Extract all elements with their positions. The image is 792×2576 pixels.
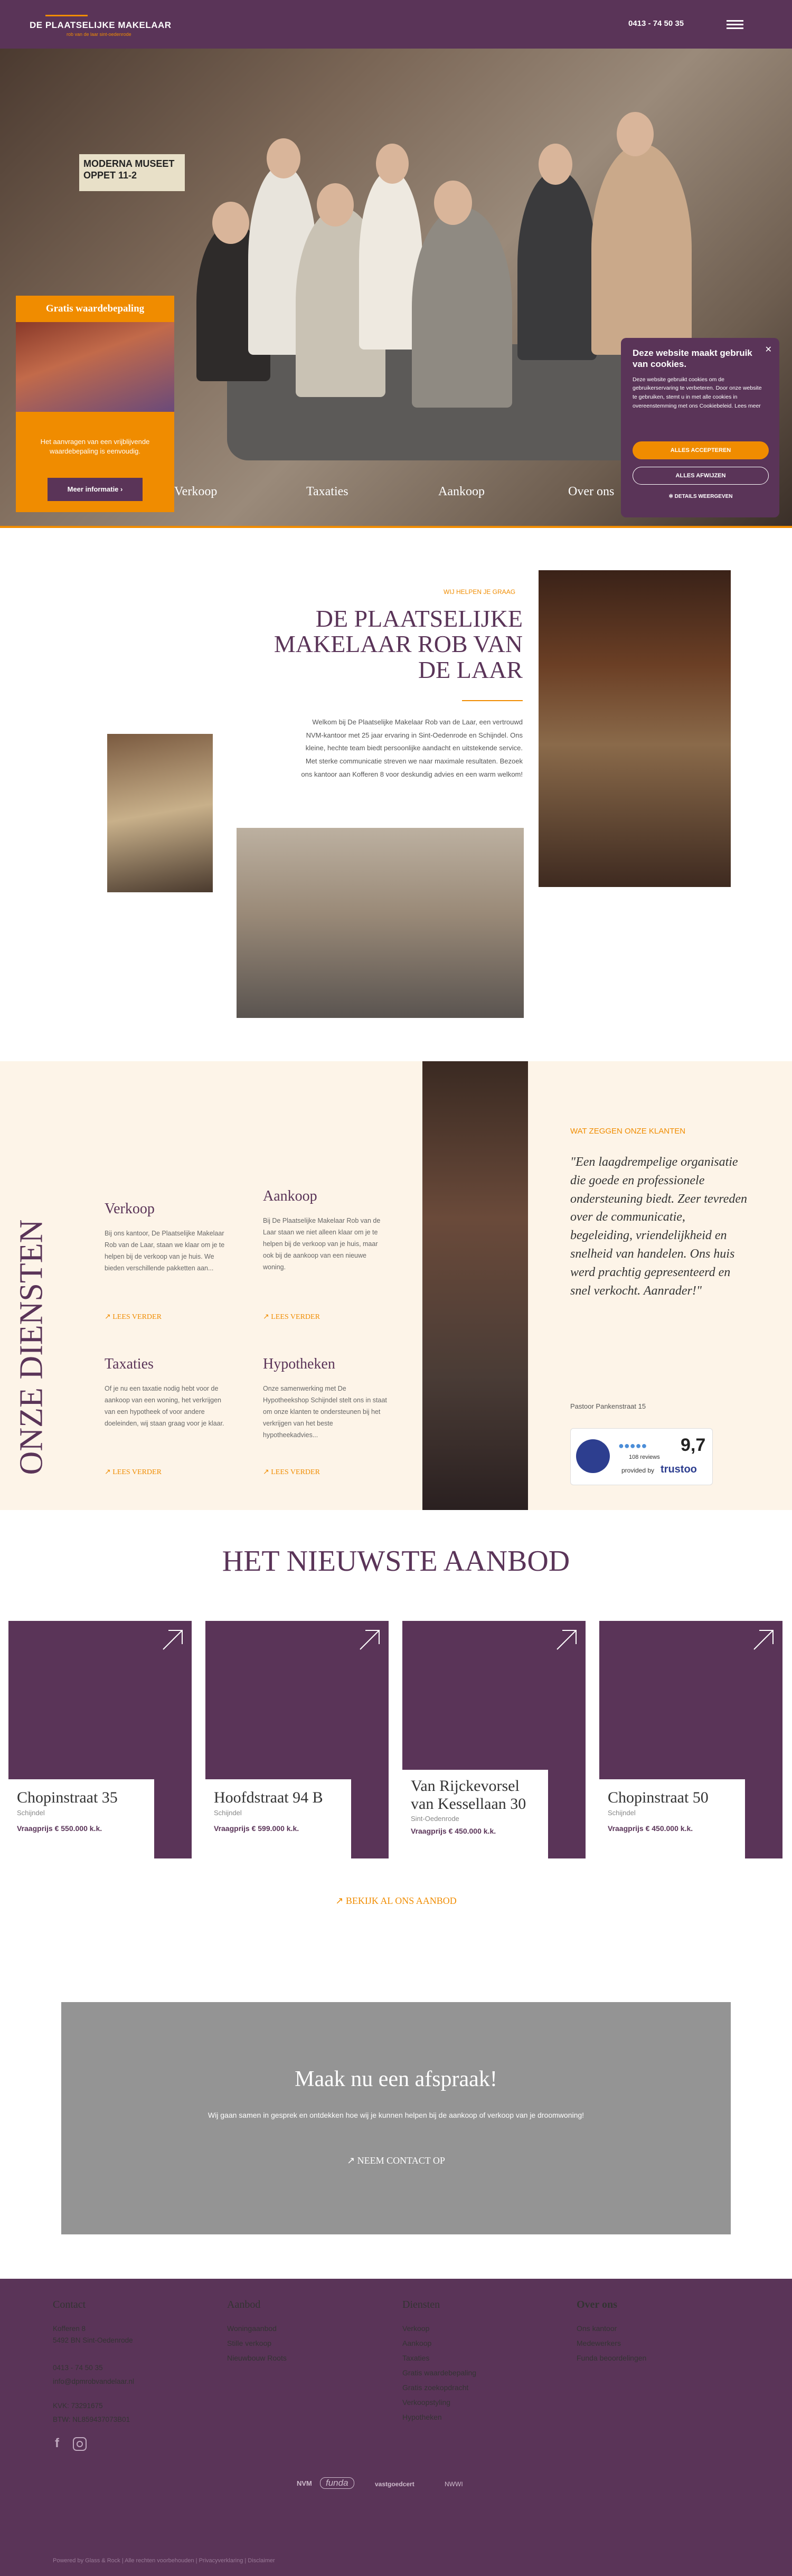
hero-nav-over-ons[interactable]: Over ons (568, 485, 615, 498)
cookie-text: Deze website gebruikt cookies om de gebruikerservaring te verbeteren. Door onze website te gebruiken, stemt u in met alle cookies in overeenstemming met ons Cookiebeleid. Lees meer (633, 376, 762, 409)
footer-link-verkoop[interactable]: Verkoop (402, 2324, 430, 2333)
accept-all-button[interactable]: ALLES ACCEPTEREN (633, 441, 769, 459)
intro-divider (462, 700, 523, 701)
service-text-aankoop: Bij De Plaatselijke Makelaar Rob van de Laar staan we niet alleen klaar om je te helpen bij de verkoop van je huis, maar ook bij de aankoop van een nieuwe woning. (263, 1217, 381, 1271)
listing-price: Vraagprijs € 550.000 k.k. (17, 1824, 102, 1833)
footer-diensten-heading: Diensten (402, 2299, 440, 2310)
footer-link-verkoopstyling[interactable]: Verkoopstyling (402, 2398, 451, 2407)
service-title-taxaties: Taxaties (105, 1356, 154, 1372)
footer-copyright: Powered by Glass & Rock | Alle rechten voorbehouden | Privacyverklaring | Disclaimer (53, 2558, 275, 2564)
tablet-photo (107, 734, 213, 892)
listing-street: Van Rijckevorsel van Kessellaan 30 (411, 1777, 526, 1813)
service-link-hypotheken[interactable] (263, 1468, 320, 1477)
service-text-verkoop: Bij ons kantoor, De Plaatselijke Makelaar Rob van de Laar, staan we klaar om je te helpen bij de verkoop van je huis. We bieden verschillende pakketten aan... (105, 1230, 225, 1272)
footer-link-nieuwbouw[interactable]: Nieuwbouw Roots (227, 2354, 287, 2362)
listing-town: Schijndel (17, 1808, 45, 1817)
hero-museum-sign: MODERNA MUSEET OPPET 11-2 (79, 154, 185, 191)
testimonial-label: WAT ZEGGEN ONZE KLANTEN (570, 1127, 686, 1136)
footer-email[interactable]: info@dpmrobvandelaar.nl (53, 2377, 135, 2385)
trustoo-reviews: 108 reviews (629, 1454, 660, 1460)
nvm-logo[interactable]: NVM (297, 2479, 312, 2487)
chevron-right-icon: › (120, 485, 123, 493)
cookie-details-button[interactable] (633, 494, 769, 499)
footer-address-line1: Kofferen 8 (53, 2325, 86, 2333)
service-link-verkoop[interactable] (105, 1313, 162, 1322)
trustoo-score: 9,7 (681, 1435, 706, 1455)
footer-phone[interactable]: 0413 - 74 50 35 (53, 2364, 103, 2372)
service-title-hypotheken: Hypotheken (263, 1356, 335, 1372)
arrow-icon: ↗ (335, 1895, 346, 1906)
listing-price: Vraagprijs € 599.000 k.k. (214, 1824, 299, 1833)
listing-price: Vraagprijs € 450.000 k.k. (608, 1824, 693, 1833)
appointment-title: Maak nu een afspraak! (295, 2067, 497, 2091)
arrow-icon: ↗ (263, 1468, 271, 1476)
listing-street: Chopinstraat 35 (17, 1789, 118, 1806)
intro-kicker: WIJ HELPEN JE GRAAG (444, 588, 516, 596)
contact-link-label: NEEM CONTACT OP (357, 2155, 445, 2166)
footer-kvk: KVK: 73291675 (53, 2402, 103, 2410)
listing-town: Schijndel (214, 1808, 242, 1817)
gear-icon: ✲ (668, 494, 673, 499)
close-icon[interactable]: ✕ (765, 345, 772, 354)
testimonial-quote: "Een laagdrempelige organisatie die goede en professionele ondersteuning biedt. Zeer tevreden over de communicatie, begeleiding, vriendelijkheid en snelheid van handelen. Ons huis werd prachtig gepresenteerd en snel verkocht. Aanrader!" (570, 1155, 748, 1298)
arrow-up-right-icon (752, 1628, 775, 1652)
hero-nav-taxaties[interactable]: Taxaties (306, 485, 348, 498)
footer-link-stille-verkoop[interactable]: Stille verkoop (227, 2339, 272, 2347)
view-all-offer-link[interactable] (0, 1895, 792, 1907)
intro-title: DE PLAATSELIJKE MAKELAAR ROB VAN DE LAAR (274, 605, 523, 683)
service-text-taxaties: Of je nu een taxatie nodig hebt voor de aankoop van een woning, het verkrijgen van een hypotheek of voor andere doeleinden, wij staan graag voor je klaar. (105, 1385, 224, 1427)
arrow-up-right-icon (358, 1628, 381, 1652)
service-text-hypotheken: Onze samenwerking met De Hypotheekshop Schijndel stelt ons in staat om onze klanten te ondersteunen bij het verkrijgen van het beste hypotheekadvies... (263, 1385, 387, 1439)
agent-photo (422, 1061, 528, 1510)
instagram-icon[interactable] (73, 2437, 87, 2451)
footer-link-waardebepaling[interactable]: Gratis waardebepaling (402, 2369, 477, 2377)
hamburger-icon[interactable] (727, 20, 743, 30)
listing-card[interactable] (205, 1621, 389, 1858)
hero-nav-verkoop[interactable]: Verkoop (174, 485, 218, 498)
refuse-all-button[interactable]: ALLES AFWIJZEN (633, 467, 769, 485)
arrow-icon: ↗ (347, 2155, 357, 2166)
gratis-card-image (16, 322, 174, 412)
logo[interactable] (30, 16, 172, 37)
listing-card[interactable] (599, 1621, 782, 1858)
hero-divider (0, 526, 792, 528)
footer-link-woningaanbod[interactable]: Woningaanbod (227, 2324, 277, 2333)
arrow-icon: ↗ (263, 1313, 271, 1321)
listing-card[interactable] (402, 1621, 586, 1858)
funda-logo[interactable]: funda (320, 2477, 354, 2489)
cookie-details-label: DETAILS WEERGEVEN (674, 494, 733, 499)
trustoo-provided-by: provided by (621, 1467, 655, 1474)
logo-name: DE PLAATSELIJKE MAKELAAR (30, 20, 172, 30)
footer-link-medewerkers[interactable]: Medewerkers (577, 2339, 621, 2347)
nwwi-logo[interactable]: NWWI (445, 2480, 463, 2488)
services-heading-text: ONZE DIENSTEN (13, 1219, 50, 1475)
listing-street: Chopinstraat 50 (608, 1789, 709, 1806)
corridor-photo (539, 570, 731, 887)
footer-link-kantoor[interactable]: Ons kantoor (577, 2324, 617, 2333)
service-link-label: LEES VERDER (271, 1313, 320, 1321)
logo-subtitle: rob van de laar sint-oedenrode (67, 32, 131, 37)
appointment-text: Wij gaan samen in gesprek en ontdekken hoe wij je kunnen helpen bij de aankoop of verkoop van je droomwoning! (208, 2111, 584, 2119)
arrow-up-right-icon (161, 1628, 184, 1652)
footer-over-ons-heading: Over ons (577, 2299, 617, 2310)
service-link-label: LEES VERDER (112, 1468, 162, 1476)
footer-link-hypotheken[interactable]: Hypotheken (402, 2413, 442, 2421)
service-title-verkoop: Verkoop (105, 1201, 155, 1217)
gratis-waardebepaling-card (16, 296, 174, 512)
service-title-aankoop: Aankoop (263, 1188, 317, 1204)
contact-link[interactable] (61, 2155, 731, 2166)
testimonial-author: Pastoor Pankenstraat 15 (570, 1402, 646, 1410)
arrow-icon: ↗ (105, 1468, 113, 1476)
trustoo-badge-icon (576, 1439, 610, 1473)
service-link-taxaties[interactable] (105, 1468, 162, 1477)
hero-nav-aankoop[interactable]: Aankoop (438, 485, 485, 498)
listing-price: Vraagprijs € 450.000 k.k. (411, 1827, 496, 1836)
service-link-aankoop[interactable] (263, 1313, 320, 1322)
gratis-card-title: Gratis waardebepaling (45, 303, 145, 314)
service-link-label: LEES VERDER (271, 1468, 320, 1476)
rating-stars-icon: ●●●●● (618, 1440, 647, 1451)
facebook-icon[interactable]: f (55, 2436, 59, 2450)
meer-informatie-button[interactable] (48, 478, 143, 501)
services-section (0, 1061, 422, 1510)
header-phone[interactable]: 0413 - 74 50 35 (628, 19, 684, 28)
listing-town: Sint-Oedenrode (411, 1815, 459, 1823)
team-photo (237, 828, 524, 1018)
listing-street: Hoofdstraat 94 B (214, 1789, 323, 1806)
vastgoedcert-logo[interactable]: vastgoedcert (375, 2480, 414, 2488)
services-heading (13, 1207, 50, 1482)
service-link-label: LEES VERDER (112, 1313, 162, 1321)
footer-link-zoekopdracht[interactable]: Gratis zoekopdracht (402, 2383, 469, 2392)
footer-contact-heading: Contact (53, 2299, 86, 2310)
trustoo-brand: trustoo (661, 1464, 697, 1475)
footer-aanbod-heading: Aanbod (227, 2299, 261, 2310)
footer-link-funda[interactable]: Funda beoordelingen (577, 2354, 647, 2362)
footer-link-aankoop[interactable]: Aankoop (402, 2339, 432, 2347)
offer-title: HET NIEUWSTE AANBOD (222, 1545, 570, 1578)
footer-address-line2: 5492 BN Sint-Oedenrode (53, 2336, 133, 2344)
listing-town: Schijndel (608, 1808, 636, 1817)
gratis-card-text: Het aanvragen van een vrijblijvende waardebepaling is eenvoudig. (40, 438, 150, 456)
partner-logos (297, 2476, 487, 2497)
trustoo-widget[interactable] (570, 1428, 713, 1485)
footer-address (53, 2323, 133, 2346)
cookie-title: Deze website maakt gebruik van cookies. (633, 348, 752, 370)
intro-text: Welkom bij De Plaatselijke Makelaar Rob van de Laar, een vertrouwd NVM-kantoor met 25 jaar ervaring in Sint-Oedenrode en Schijndel. Ons kleine, hechte team biedt persoonlijke aandacht en uitstekende service. Met sterke communicatie streven we naar maximale resultaten. Bezoek ons kantoor aan Kofferen 8 voor deskundig advies en een warm welkom! (301, 718, 523, 778)
meer-informatie-label: Meer informatie (67, 485, 119, 493)
hero-navigation (174, 485, 649, 501)
footer-link-taxaties[interactable]: Taxaties (402, 2354, 430, 2362)
listing-card[interactable] (8, 1621, 192, 1858)
view-all-offer-label: BEKIJK AL ONS AANBOD (345, 1895, 457, 1906)
cookie-banner (621, 338, 779, 517)
arrow-up-right-icon (555, 1628, 578, 1652)
arrow-icon: ↗ (105, 1313, 113, 1321)
footer-btw: BTW: NL859437073B01 (53, 2415, 130, 2423)
